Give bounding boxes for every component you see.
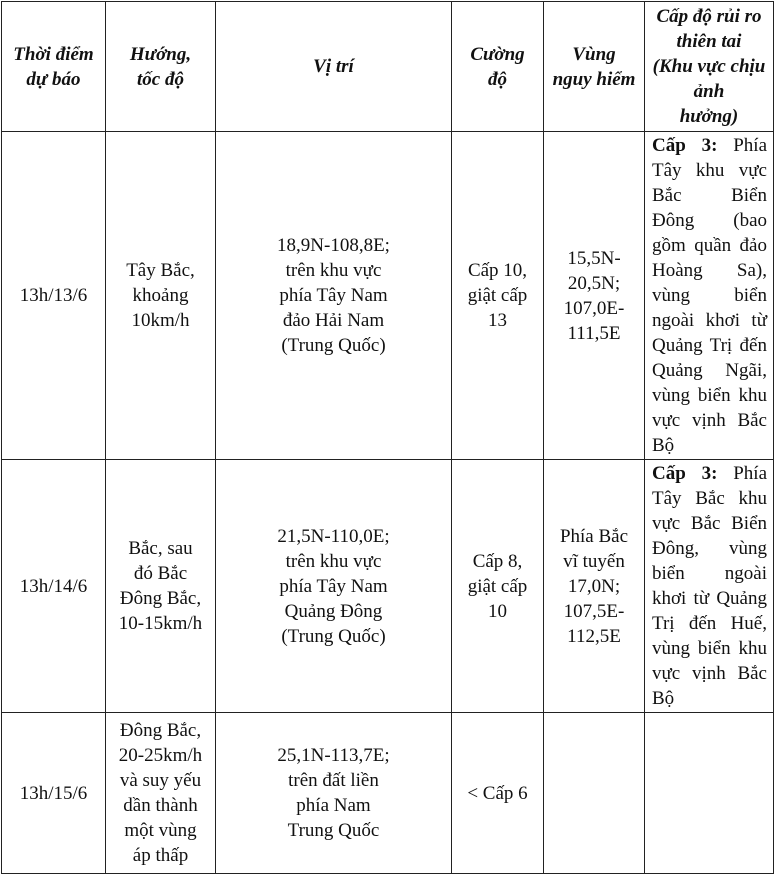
header-row xyxy=(2,2,774,132)
header-direction-speed: Hướng, tốc độ xyxy=(106,2,216,132)
header-position: Vị trí xyxy=(216,2,452,132)
forecast-table xyxy=(1,1,774,874)
header-time: Thời điểm dự báo xyxy=(2,2,106,132)
cell-direction: Tây Bắc, khoảng 10km/h xyxy=(106,132,216,460)
table-row xyxy=(2,132,774,460)
risk-level-label: Cấp 3: xyxy=(652,135,718,156)
cell-danger-zone: 15,5N- 20,5N; 107,0E- 111,5E xyxy=(544,132,645,460)
cell-position: 25,1N-113,7E; trên đất liền phía Nam Trung Quốc xyxy=(216,713,452,874)
cell-time: 13h/13/6 xyxy=(2,132,106,460)
cell-danger-zone xyxy=(544,713,645,874)
header-risk-level: Cấp độ rủi ro thiên tai (Khu vực chịu ảnh hưởng) xyxy=(645,2,774,132)
cell-danger-zone: Phía Bắc vĩ tuyến 17,0N; 107,5E- 112,5E xyxy=(544,460,645,713)
cell-direction: Đông Bắc, 20-25km/h và suy yếu dần thành một vùng áp thấp xyxy=(106,713,216,874)
cell-intensity: Cấp 10, giật cấp 13 xyxy=(452,132,544,460)
header-intensity: Cường độ xyxy=(452,2,544,132)
header-danger-zone: Vùng nguy hiểm xyxy=(544,2,645,132)
cell-risk xyxy=(645,132,774,460)
cell-direction: Bắc, sau đó Bắc Đông Bắc, 10-15km/h xyxy=(106,460,216,713)
cell-risk xyxy=(645,713,774,874)
cell-risk xyxy=(645,460,774,713)
cell-intensity: < Cấp 6 xyxy=(452,713,544,874)
cell-intensity: Cấp 8, giật cấp 10 xyxy=(452,460,544,713)
table-row xyxy=(2,460,774,713)
risk-text: Phía Tây khu vực Bắc Biển Đông (bao gồm quần đảo Hoàng Sa), vùng biển ngoài khơi từ Quảng Trị đến Quảng Ngãi, vùng biển khu vực vịnh Bắc Bộ xyxy=(652,135,767,456)
cell-time: 13h/15/6 xyxy=(2,713,106,874)
table-row xyxy=(2,713,774,874)
risk-level-label: Cấp 3: xyxy=(652,463,718,484)
risk-text: Phía Tây Bắc khu vực Bắc Biển Đông, vùng biển ngoài khơi từ Quảng Trị đến Huế, vùng biển khu vực vịnh Bắc Bộ xyxy=(652,463,767,709)
cell-position: 18,9N-108,8E; trên khu vực phía Tây Nam đảo Hải Nam (Trung Quốc) xyxy=(216,132,452,460)
cell-time: 13h/14/6 xyxy=(2,460,106,713)
cell-position: 21,5N-110,0E; trên khu vực phía Tây Nam Quảng Đông (Trung Quốc) xyxy=(216,460,452,713)
